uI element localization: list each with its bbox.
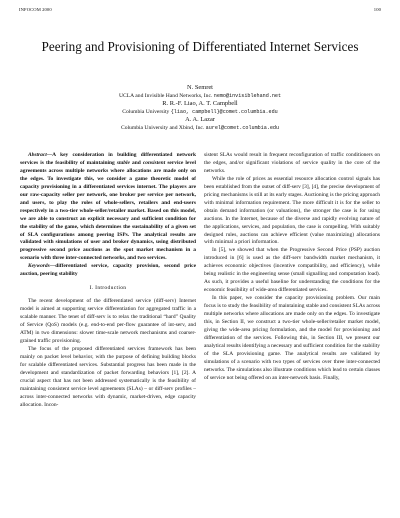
- body-paragraph: The focus of the proposed differentiated services framework has been mainly on packet level behavior, with the purpose of defining building blocks for scalable differentiated services. Substantial progress has been made in the development and standardization of packet forwarding behaviors [1], [2]. A crucial aspect that has not been addressed systematically is the feasibility of maintaining consistent service level agreements (SLAs) – or diff-serv profiles – across inter-connected networks with dynamic, market-driven, edge capacity allocation. Incon-: [20, 345, 196, 408]
- keywords: Keywords—differentiated service, capacity provision, second price auction, peering stability: [20, 263, 196, 278]
- author-email: nemo@invisiblehand.net: [213, 93, 282, 99]
- body-paragraph: The recent development of the differentiated service (diff-serv) Internet model is aimed at supporting service differentiation for aggregated traffic in a scalable manner. The tenet of diff-serv is to relax the traditional “hard” Quality of Service (QoS) models (e.g. end-to-end per-flow guarantee of int-serv, and ATM) in two dimensions: slower time-scale network mechanisms and coarser-grained traffic provisioning.: [20, 298, 196, 344]
- body-paragraph: While the role of prices as essential resource allocation control signals has been established from the outset of diff-serv [3], [4], the precise development of pricing mechanisms is still at its early stages. Auctioning is the pricing approach with minimal information requirement. The more difficult it is for the seller to obtain demand information (or valuations), the stronger the case is for using auctions. In the Internet, because of the diverse and rapidly evolving nature of the applications, services, and population, the case is compelling. With suitably designed rules, auctions can achieve efficient (value maximizing) allocations with minimal a priori information.: [204, 175, 380, 246]
- paper-title: Peering and Provisioning of Differentiated Internet Services: [41, 39, 359, 54]
- left-column: [20, 152, 196, 410]
- page-number: 100: [373, 7, 381, 12]
- running-head: [19, 7, 381, 12]
- author-name: N. Semret: [187, 84, 213, 91]
- venue-label: INFOCOM 2000: [19, 7, 52, 12]
- section-heading: I. Introduction: [89, 285, 127, 292]
- author-email: {liao, campbell}@comet.columbia.edu: [170, 109, 278, 115]
- body-paragraph: In this paper, we consider the capacity provisioning problem. Our main focus is to study the feasibility of maintaining stable and consistent SLAs across multiple networks where allocations are made only on the edges. To investigate this, in Section II, we construct a two-tier whole-seller/retailer market model, giving the wide-area pricing formulation, and the model for provisioning and differentiation of the services. Following this, in Section III, we present our analytical results identifying a necessary and sufficient condition for the stability of the SLA provisioning game. The analytical results are validated by simulations of a scenario with two types of services over three inter-connected networks. The simulations also illustrate conditions which lead to certain classes of service not being offered on an inter-network basis. Finally,: [204, 295, 380, 381]
- author-name: A. A. Lazar: [185, 116, 215, 123]
- author-affiliation: Columbia University and Xbind, Inc. aurel@comet.columbia.edu: [120, 125, 280, 131]
- right-column: [204, 152, 380, 383]
- author-name: R. R.-F. Liao, A. T. Campbell: [162, 100, 238, 107]
- body-paragraph: In [5], we showed that when the Progressive Second Price (PSP) auction introduced in [6] is used as the diff-serv bandwidth market mechanism, it achieves economic objectives (incentive compatibility, and efficiency), while being realistic in the engineering sense (small signalling and computation load). As such, it provides a useful baseline for understanding the conditions for the economic feasibility of wide-area differentiated services.: [204, 247, 380, 294]
- author-affiliation: UCLA and Invisible Hand Networks, Inc. nemo@invisiblehand.net: [118, 93, 282, 99]
- author-email: aurel@comet.columbia.edu: [205, 125, 280, 131]
- abstract: Abstract—A key consideration in building differentiated network services is the feasibility of maintaining stable and consistent service level agreements across multiple networks where allocations are made only on the edges. To investigate this, we consider a game theoretic model of capacity provisioning in a differentiated services internet. The players are our raw-capacity seller per network, one broker per service per network, and users, to play the roles of whole-sellers, retailers and end-users respectively in a two-tier whole-seller/retailer market. Based on this model, we are able to construct an explicit necessary and sufficient condition for the stability of the game, which determines the sustainability of a given set of SLA configurations among peering ISPs. The analytical results are validated with simulations of user and broker dynamics, using distributed progressive second price auctions as the spot market mechanism in a scenario with three inter-connected networks, and two services.: [20, 152, 196, 262]
- author-block: [20, 84, 380, 132]
- body-paragraph: sistent SLAs would result in frequent reconfiguration of traffic conditioners on the edges, and/or significant violations of service quality in the core of the networks.: [204, 152, 380, 174]
- author-affiliation: Columbia University {liao, campbell}@comet.columbia.edu: [122, 109, 278, 115]
